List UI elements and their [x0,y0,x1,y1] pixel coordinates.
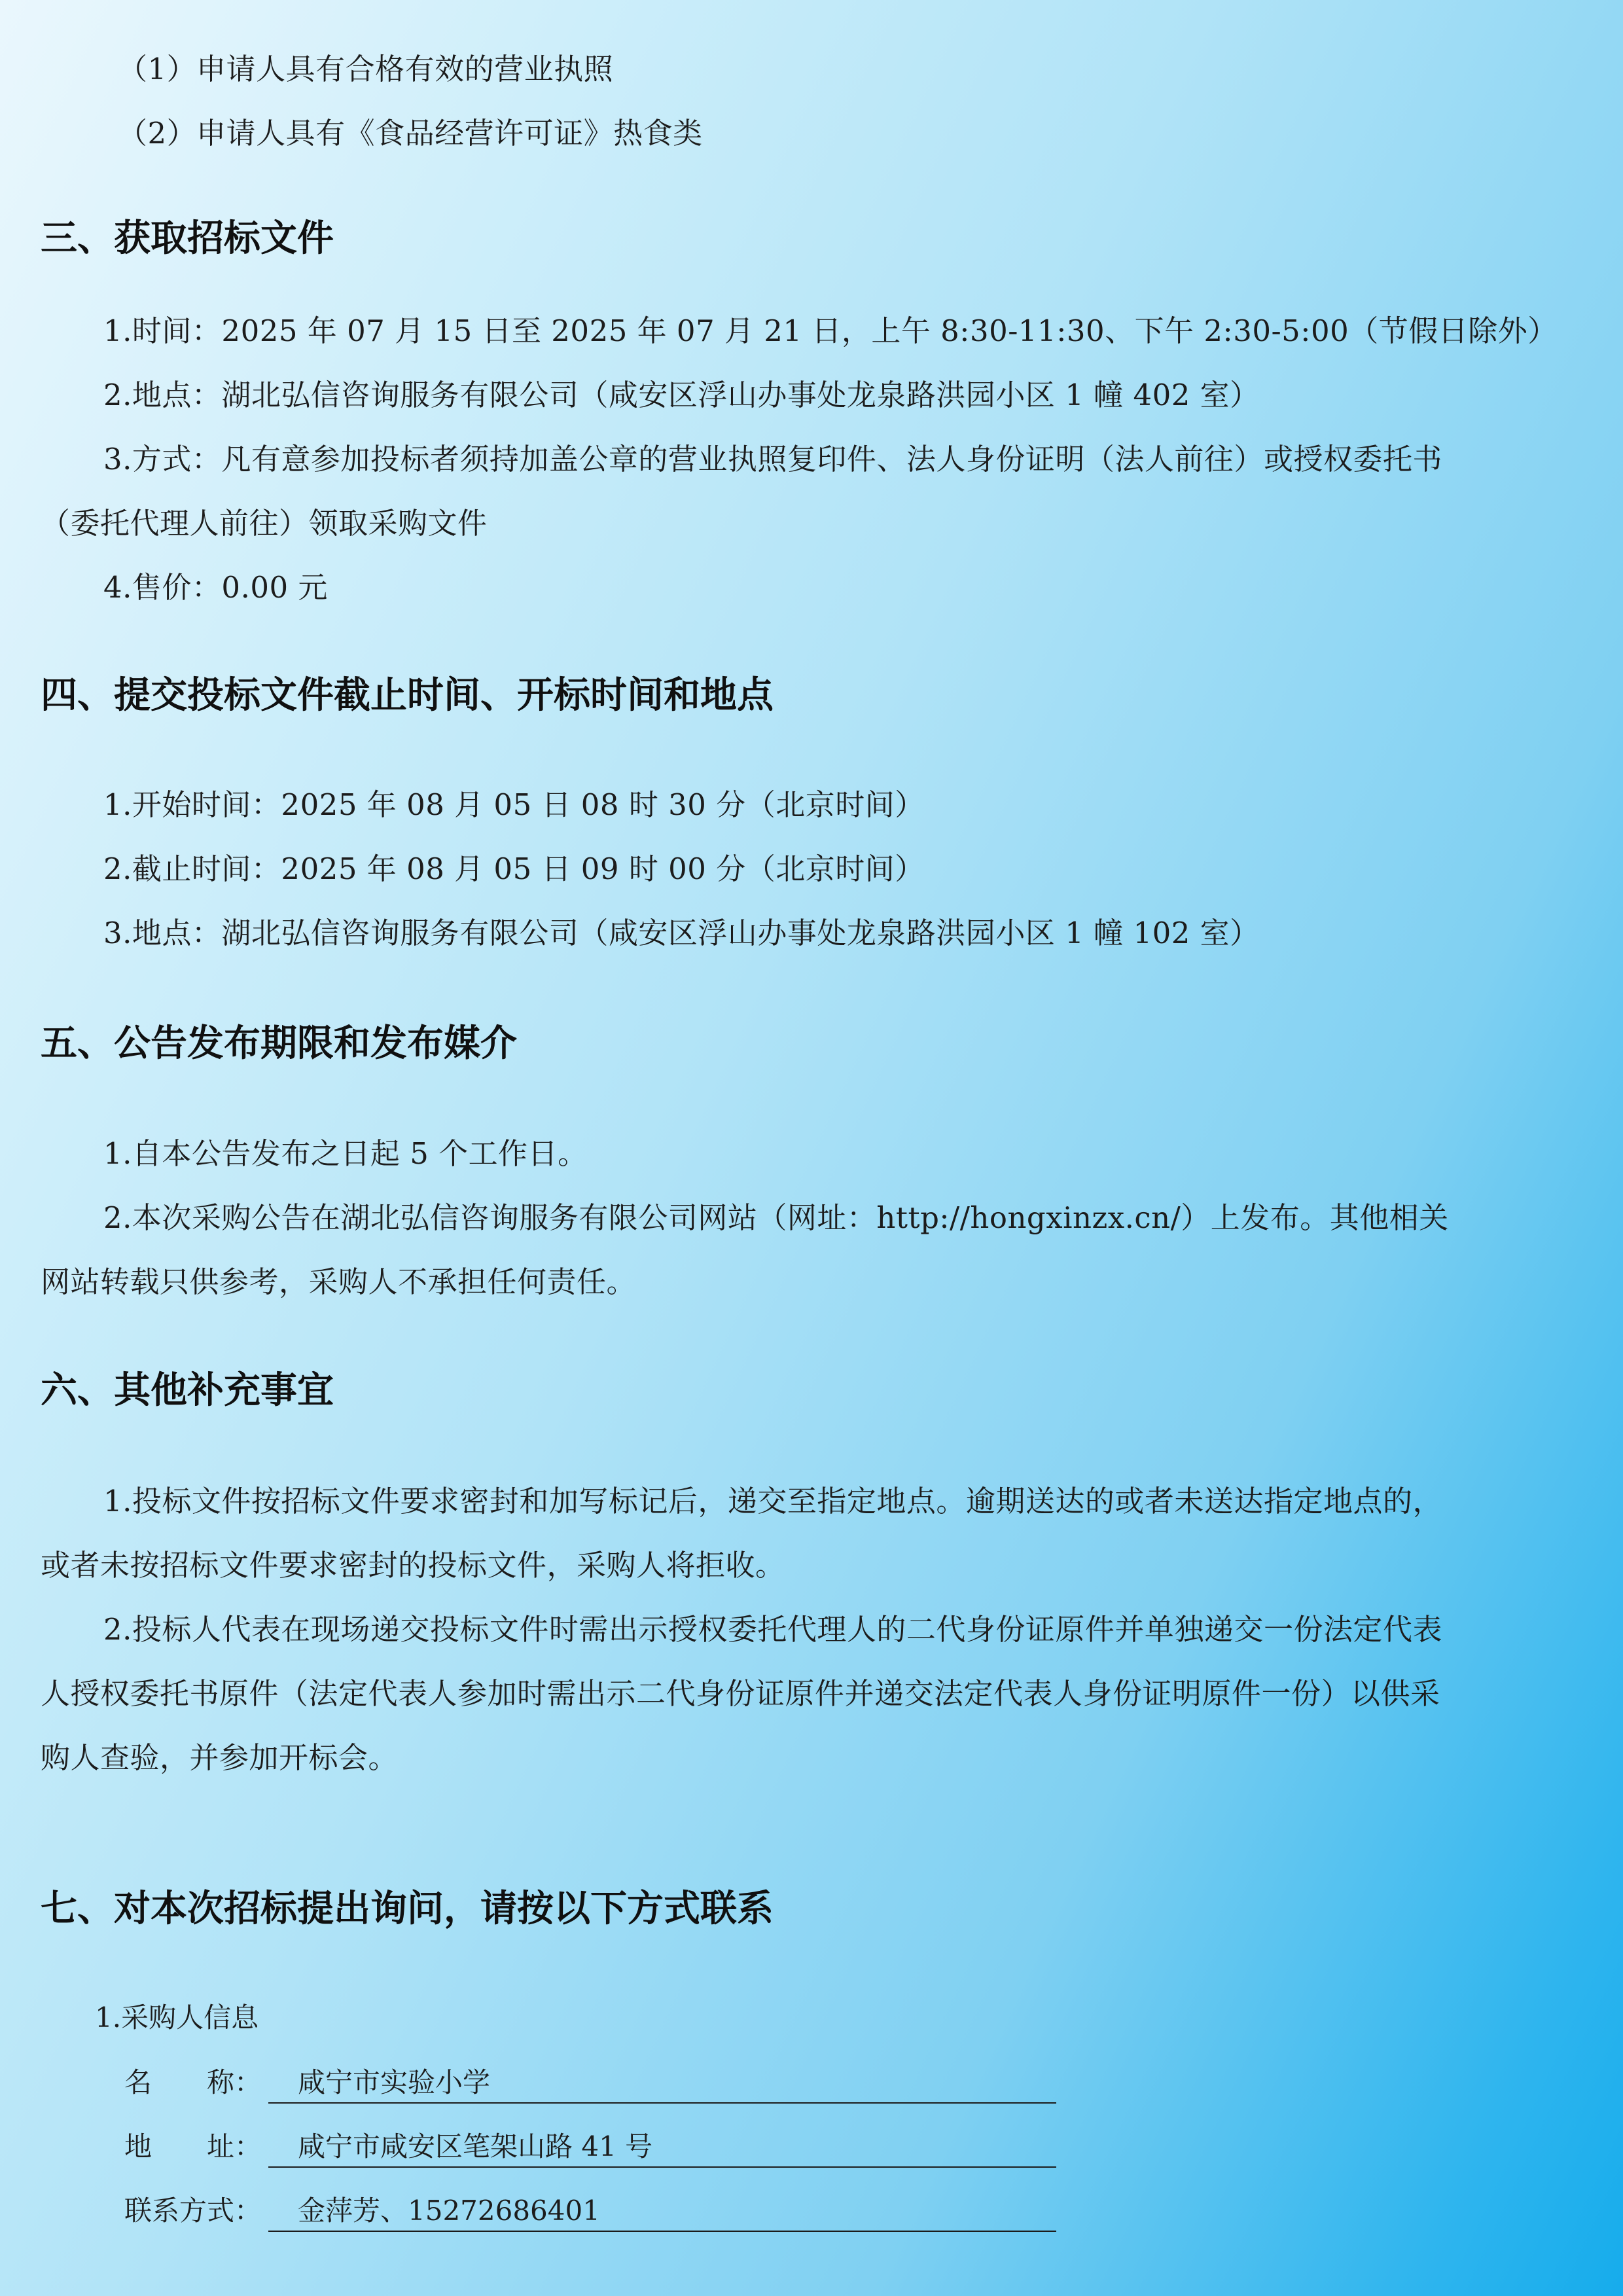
section-3-line-1: 1.时间：2025 年 07 月 15 日至 2025 年 07 月 21 日，上午 8:30-11:30、下午 2:30-5:00（节假日除外） [103,314,1558,348]
section-7-heading: 七、对本次招标提出询问，请按以下方式联系 [41,1888,774,1930]
section-4-line-2: 2.截止时间：2025 年 08 月 05 日 09 时 00 分（北京时间） [103,852,925,886]
section-3-heading: 三、获取招标文件 [41,217,334,260]
purchaser-name-label: 名 称： [124,2066,262,2098]
section-3-line-4: 4.售价：0.00 元 [103,570,328,605]
purchaser-contact-label: 联系方式： [124,2195,262,2227]
purchaser-contact-value: 金萍芳、15272686401 [268,2191,1056,2232]
section-6-heading: 六、其他补充事宜 [41,1369,334,1412]
qualification-item-1: （1）申请人具有合格有效的营业执照 [118,52,614,86]
section-3-line-3-cont: （委托代理人前往）领取采购文件 [41,506,488,541]
section-3-line-2: 2.地点：湖北弘信咨询服务有限公司（咸安区浮山办事处龙泉路洪园小区 1 幢 402 室） [103,378,1260,412]
section-4-heading: 四、提交投标文件截止时间、开标时间和地点 [41,674,774,717]
section-5-line-2-cont: 网站转载只供参考，采购人不承担任何责任。 [41,1265,637,1299]
qualification-item-2: （2）申请人具有《食品经营许可证》热食类 [118,116,703,151]
purchaser-info-subheading: 1.采购人信息 [95,2001,259,2034]
section-5-line-1: 1.自本公告发布之日起 5 个工作日。 [103,1136,588,1171]
section-6-line-2-cont-2: 购人查验，并参加开标会。 [41,1740,399,1775]
section-6-line-1-cont: 或者未按招标文件要求密封的投标文件，采购人将拒收。 [41,1548,785,1583]
purchaser-address-value: 咸宁市咸安区笔架山路 41 号 [268,2127,1056,2168]
purchaser-address-label: 地 址： [124,2130,262,2162]
section-5-line-2: 2.本次采购公告在湖北弘信咨询服务有限公司网站（网址：http://hongxinzx.cn/）上发布。其他相关 [103,1200,1449,1235]
section-6-line-2: 2.投标人代表在现场递交投标文件时需出示授权委托代理人的二代身份证原件并单独递交一份法定代表 [103,1612,1442,1647]
section-4-line-3: 3.地点：湖北弘信咨询服务有限公司（咸安区浮山办事处龙泉路洪园小区 1 幢 102 室） [103,916,1260,950]
section-5-heading: 五、公告发布期限和发布媒介 [41,1022,517,1065]
section-6-line-1: 1.投标文件按招标文件要求密封和加写标记后，递交至指定地点。逾期送达的或者未送达指定地点的， [103,1484,1442,1518]
purchaser-name-value: 咸宁市实验小学 [268,2063,1056,2104]
section-3-line-3: 3.方式：凡有意参加投标者须持加盖公章的营业执照复印件、法人身份证明（法人前往）或授权委托书 [103,442,1442,476]
section-6-line-2-cont: 人授权委托书原件（法定代表人参加时需出示二代身份证原件并递交法定代表人身份证明原件一份）以供采 [41,1676,1440,1711]
section-4-line-1: 1.开始时间：2025 年 08 月 05 日 08 时 30 分（北京时间） [103,787,925,822]
